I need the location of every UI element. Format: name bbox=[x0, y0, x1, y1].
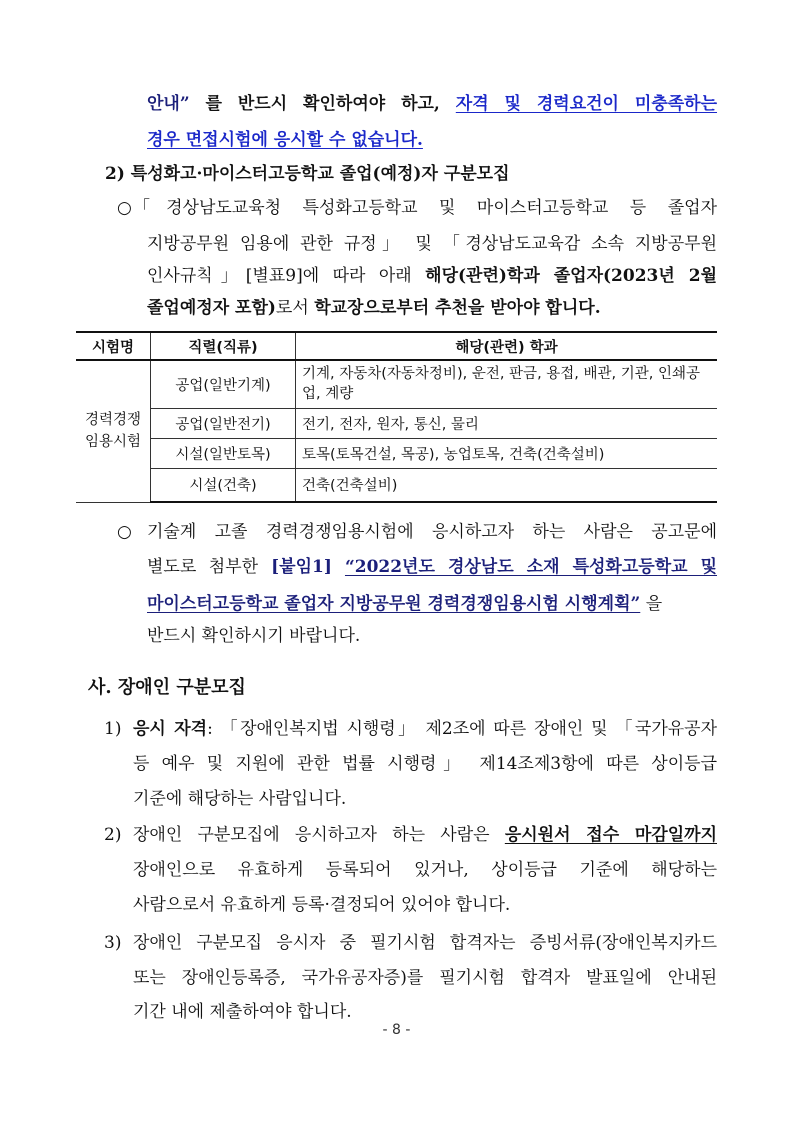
dept-cell: 건축(건축설비) bbox=[296, 468, 718, 502]
item3-line-1: 장애인 구분모집 응시자 중 필기시험 합격자는 증빙서류(장애인복지카드 bbox=[133, 933, 717, 953]
note-line-3: 마이스터고등학교 졸업자 지방공무원 경력경쟁임용시험 시행계획” 을 bbox=[147, 594, 663, 614]
job-cell: 시설(건축) bbox=[151, 468, 296, 502]
header-exam: 시험명 bbox=[76, 332, 151, 360]
job-cell: 공업(일반전기) bbox=[151, 408, 296, 438]
table-row bbox=[76, 468, 717, 502]
sec2-line-4: 졸업예정자 포함)로서 학교장으로부터 추천을 받아야 합니다. bbox=[147, 298, 601, 318]
item2-line-3: 사람으로서 유효하게 등록·결정되어 있어야 합니다. bbox=[133, 895, 511, 915]
bullet-circle: ○ bbox=[117, 198, 132, 218]
item1-line-3: 기준에 해당하는 사람입니다. bbox=[133, 789, 347, 809]
dept-cell: 전기, 전자, 원자, 통신, 물리 bbox=[296, 408, 718, 438]
item1-line-1: 응시 자격: 「장애인복지법 시행령」 제2조에 따른 장애인 및 「국가유공자 bbox=[133, 719, 718, 739]
section-sa-heading: 사. 장애인 구분모집 bbox=[88, 677, 246, 698]
sec2-line-3: 인사규칙」[별표9]에 따라 아래 해당(관련)학과 졸업자(2023년 2월 bbox=[147, 266, 717, 286]
item-number: 2) bbox=[104, 825, 122, 845]
department-table bbox=[76, 331, 717, 503]
sec2-line-2: 지방공무원 임용에 관한 규정」 및 「경상남도교육감 소속 지방공무원 bbox=[147, 234, 717, 254]
item2-line-1: 장애인 구분모집에 응시하고자 하는 사람은 응시원서 접수 마감일까지 bbox=[133, 825, 717, 845]
section-2-heading: 2) 특성화고·마이스터고등학교 졸업(예정)자 구분모집 bbox=[105, 164, 510, 184]
dept-cell: 토목(토목건설, 목공), 농업토목, 건축(건축설비) bbox=[296, 438, 718, 468]
header-dept: 해당(관련) 학과 bbox=[296, 332, 718, 360]
item-number: 3) bbox=[104, 933, 122, 953]
table-row bbox=[76, 360, 717, 408]
note-line-4: 반드시 확인하시기 바랍니다. bbox=[147, 626, 361, 646]
note-line-2: 별도로 첨부한 [붙임1] “2022년도 경상남도 소재 특성화고등학교 및 bbox=[147, 557, 718, 577]
intro-line-1 bbox=[147, 92, 717, 116]
intro-emphasis: 자격 및 경력요건이 미충족하는 bbox=[455, 94, 718, 114]
note-line-1: 기술계 고졸 경력경쟁임용시험에 응시하고자 하는 사람은 공고문에 bbox=[147, 522, 717, 542]
sec2-line-1: 「경상남도교육청 특성화고등학교 및 마이스터고등학교 등 졸업자 bbox=[133, 198, 717, 218]
item1-line-2: 등 예우 및 지원에 관한 법률 시행령」 제14조제3항에 따른 상이등급 bbox=[133, 754, 717, 774]
header-job: 직렬(직류) bbox=[151, 332, 296, 360]
table-header-row bbox=[76, 332, 717, 360]
attachment-ref: [붙임1] bbox=[271, 557, 332, 577]
exam-name-cell: 경력경쟁 임용시험 bbox=[76, 360, 151, 502]
page-number: - 8 - bbox=[382, 1022, 411, 1038]
bullet-circle: ○ bbox=[117, 522, 132, 542]
intro-quote-end: 안내” bbox=[147, 94, 190, 114]
item2-line-2: 장애인으로 유효하게 등록되어 있거나, 상이등급 기준에 해당하는 bbox=[133, 860, 717, 880]
intro-line-2: 경우 면접시험에 응시할 수 없습니다. bbox=[147, 130, 423, 150]
item3-line-2: 또는 장애인등록증, 국가유공자증)를 필기시험 합격자 발표일에 안내된 bbox=[133, 968, 717, 988]
table-row bbox=[76, 438, 717, 468]
item3-line-3: 기간 내에 제출하여야 합니다. bbox=[133, 1002, 352, 1022]
intro-text: 를 반드시 확인하여야 하고, bbox=[205, 94, 440, 114]
item-number: 1) bbox=[104, 719, 122, 739]
dept-cell: 기계, 자동차(자동차정비), 운전, 판금, 용접, 배관, 기관, 인쇄공업, 계량 bbox=[296, 360, 718, 408]
job-cell: 시설(일반토목) bbox=[151, 438, 296, 468]
job-cell: 공업(일반기계) bbox=[151, 360, 296, 408]
table-row bbox=[76, 408, 717, 438]
